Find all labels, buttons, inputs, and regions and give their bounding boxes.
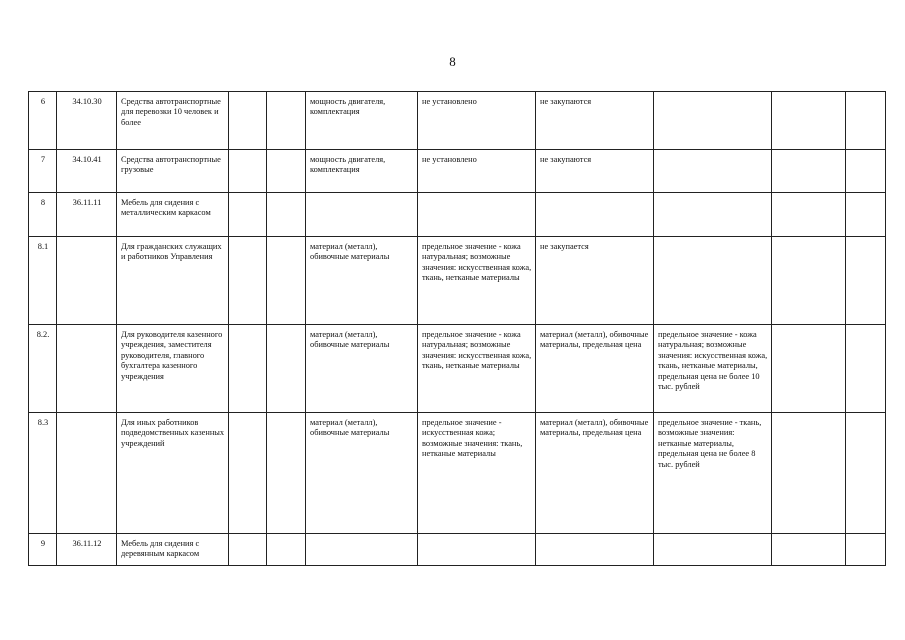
characteristic-value: предельное значение - кожа натуральная; возможные значения: искусственная кожа, ткань, нетканые материалы [418,325,536,413]
empty-cell [846,413,886,534]
empty-cell [772,325,846,413]
okpd-code: 36.11.11 [57,193,117,237]
item-name: Для руководителя казенного учреждения, заместителя руководителя, главного бухгалтера казенного учреждения [117,325,229,413]
characteristic-value [418,193,536,237]
empty-cell [229,193,267,237]
empty-cell [846,325,886,413]
row-number: 8.1 [29,237,57,325]
characteristic-2: материал (металл), обивочные материалы, предельная цена [536,325,654,413]
empty-cell [846,193,886,237]
empty-cell [267,237,306,325]
characteristic-2: материал (металл), обивочные материалы, предельная цена [536,413,654,534]
item-name: Мебель для сидения с металлическим каркасом [117,193,229,237]
table-row [29,237,886,325]
characteristic-value-2 [654,92,772,150]
characteristic-2: не закупаются [536,92,654,150]
empty-cell [267,534,306,566]
page-number: 8 [449,54,456,69]
item-name: Для иных работников подведомственных казенных учреждений [117,413,229,534]
table-row [29,193,886,237]
okpd-code [57,413,117,534]
row-number: 9 [29,534,57,566]
characteristic-value-2: предельное значение - ткань, возможные значения: нетканые материалы, предельная цена не более 8 тыс. рублей [654,413,772,534]
characteristic-2 [536,193,654,237]
characteristic-value-2 [654,534,772,566]
okpd-code: 36.11.12 [57,534,117,566]
item-name: Средства автотранспортные грузовые [117,150,229,193]
characteristic-value-2 [654,193,772,237]
characteristic-2 [536,534,654,566]
empty-cell [846,92,886,150]
characteristic-value-2 [654,150,772,193]
empty-cell [267,92,306,150]
empty-cell [229,325,267,413]
empty-cell [846,237,886,325]
characteristic-value [418,534,536,566]
empty-cell [772,534,846,566]
characteristic: материал (металл), обивочные материалы [306,325,418,413]
empty-cell [772,150,846,193]
requirements-table [28,91,886,566]
characteristic-value-2 [654,237,772,325]
empty-cell [267,325,306,413]
empty-cell [267,193,306,237]
table-row [29,413,886,534]
row-number: 8.2. [29,325,57,413]
empty-cell [772,92,846,150]
characteristic-value: не установлено [418,92,536,150]
row-number: 6 [29,92,57,150]
okpd-code: 34.10.30 [57,92,117,150]
characteristic-2: не закупается [536,237,654,325]
okpd-code [57,325,117,413]
item-name: Для гражданских служащих и работников Управления [117,237,229,325]
row-number: 8.3 [29,413,57,534]
empty-cell [229,92,267,150]
empty-cell [229,150,267,193]
empty-cell [229,413,267,534]
empty-cell [229,534,267,566]
characteristic [306,534,418,566]
empty-cell [846,150,886,193]
empty-cell [267,150,306,193]
characteristic: материал (металл), обивочные материалы [306,237,418,325]
empty-cell [267,413,306,534]
empty-cell [229,237,267,325]
characteristic-value: предельное значение - искусственная кожа; возможные значения: ткань, нетканые материалы [418,413,536,534]
okpd-code: 34.10.41 [57,150,117,193]
table-row [29,534,886,566]
empty-cell [772,413,846,534]
characteristic-value: предельное значение - кожа натуральная; возможные значения: искусственная кожа, ткань, нетканые материалы [418,237,536,325]
row-number: 8 [29,193,57,237]
characteristic [306,193,418,237]
row-number: 7 [29,150,57,193]
item-name: Средства автотранспортные для перевозки 10 человек и более [117,92,229,150]
characteristic-2: не закупаются [536,150,654,193]
empty-cell [846,534,886,566]
okpd-code [57,237,117,325]
characteristic: мощность двигателя, комплектация [306,150,418,193]
table-row [29,92,886,150]
table-row [29,150,886,193]
empty-cell [772,193,846,237]
empty-cell [772,237,846,325]
item-name: Мебель для сидения с деревянным каркасом [117,534,229,566]
table-row [29,325,886,413]
characteristic: материал (металл), обивочные материалы [306,413,418,534]
characteristic-value: не установлено [418,150,536,193]
characteristic: мощность двигателя, комплектация [306,92,418,150]
characteristic-value-2: предельное значение - кожа натуральная; возможные значения: искусственная кожа, ткань, нетканые материалы, предельная цена не более 10 тыс. рублей [654,325,772,413]
